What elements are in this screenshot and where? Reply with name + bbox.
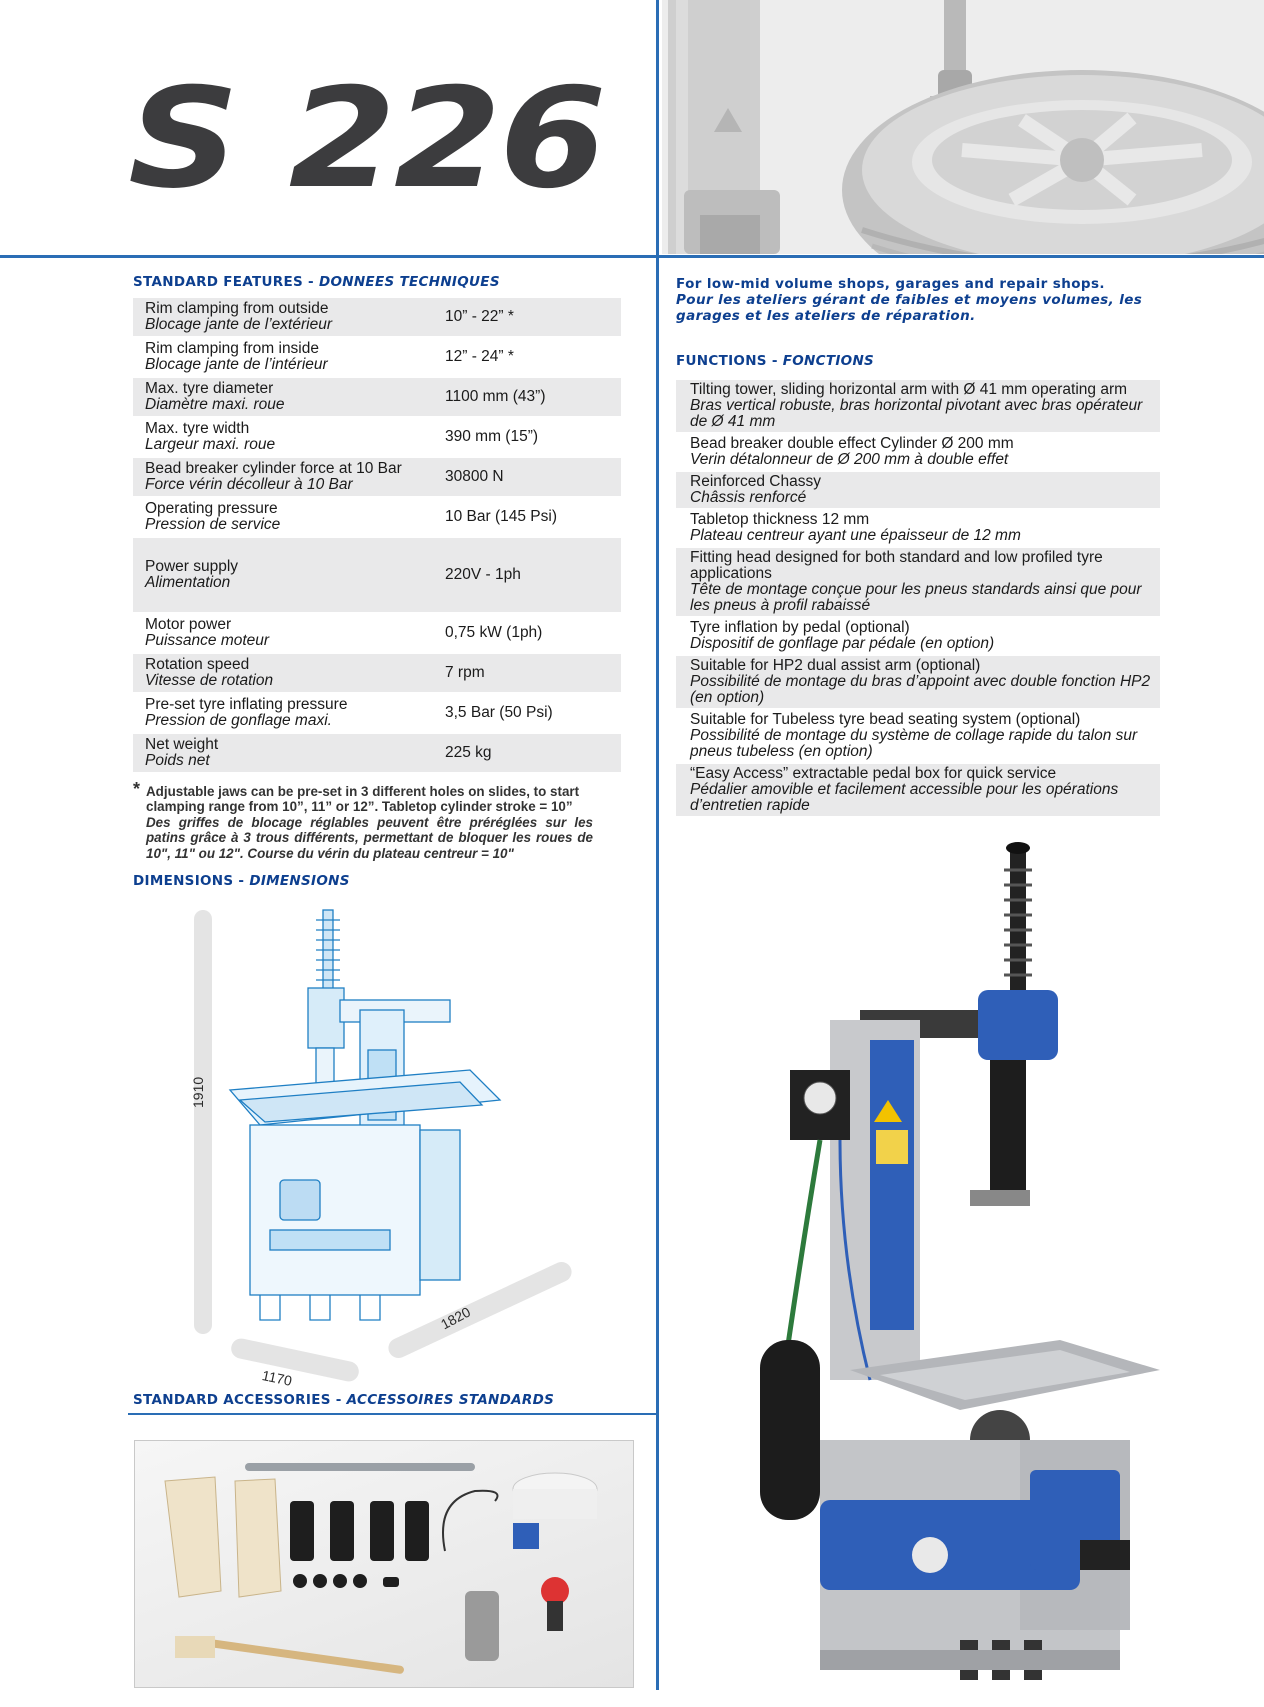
function-fr: Tête de montage conçue pour les pneus standards ainsi que pour les pneus à profil rabaissé (690, 581, 1142, 614)
dimensions-heading-fr: DIMENSIONS (249, 873, 350, 889)
functions-heading-en: FUNCTIONS - (676, 353, 783, 369)
dimensions-heading-en: DIMENSIONS - (133, 873, 250, 889)
table-row (133, 458, 621, 498)
row-label-fr: Poids net (145, 752, 210, 769)
dimensions-heading (133, 873, 350, 889)
row-label-en: Max. tyre diameter (145, 380, 274, 397)
table-row (133, 338, 621, 378)
row-value: 12” - 24” * (445, 348, 514, 365)
row-label-en: Motor power (145, 616, 232, 633)
function-en: Fitting head designed for both standard and low profiled tyre applications (690, 549, 1103, 582)
row-value: 1100 mm (43”) (445, 388, 546, 405)
row-value: 225 kg (445, 744, 492, 761)
function-en: Reinforced Chassy (690, 473, 821, 490)
row-value: 3,5 Bar (50 Psi) (445, 704, 553, 721)
table-row (133, 418, 621, 458)
row-label-en: Rim clamping from outside (145, 300, 329, 317)
row-label-fr: Diamètre maxi. roue (145, 396, 285, 413)
functions-heading-fr: FONCTIONS (782, 353, 875, 369)
row-label-fr: Pression de service (145, 516, 281, 533)
features-heading-en: STANDARD FEATURES - (133, 274, 319, 290)
function-en: Suitable for HP2 dual assist arm (optional) (690, 657, 981, 674)
table-row (133, 498, 621, 538)
row-label-fr: Force vérin décolleur à 10 Bar (145, 476, 353, 493)
column-divider (656, 0, 659, 1690)
accessories-heading-en: STANDARD ACCESSORIES - (133, 1392, 347, 1408)
row-value: 10 Bar (145 Psi) (445, 508, 557, 525)
function-fr: Châssis renforcé (690, 489, 807, 506)
row-value: 220V - 1ph (445, 566, 521, 583)
row-label-en: Operating pressure (145, 500, 278, 517)
function-fr: Possibilité de montage du système de collage rapide du talon sur pneus tubeless (en option) (690, 727, 1138, 760)
row-label-en: Rotation speed (145, 656, 250, 673)
functions-list (676, 380, 1160, 818)
function-en: “Easy Access” extractable pedal box for quick service (690, 765, 1057, 782)
footnote-en: Adjustable jaws can be pre-set in 3 different holes on slides, to start clamping range from 10”, 11” or 12”. Tabletop cylinder stroke = 10” (146, 784, 580, 815)
row-label-fr: Vitesse de rotation (145, 672, 274, 689)
width-dimension-label: 1170 (260, 1367, 294, 1389)
table-row (133, 378, 621, 418)
function-en: Tabletop thickness 12 mm (690, 511, 870, 528)
row-label-en: Bead breaker cylinder force at 10 Bar (145, 460, 402, 477)
features-footnote (133, 779, 593, 861)
footnote-star: * (133, 779, 141, 799)
function-en: Tyre inflation by pedal (optional) (690, 619, 910, 636)
row-label-en: Power supply (145, 558, 239, 575)
table-row (133, 654, 621, 694)
height-dimension-bar (194, 910, 212, 1334)
row-value: 30800 N (445, 468, 504, 485)
machine-photo (760, 840, 1220, 1690)
row-label-fr: Blocage jante de l’extérieur (145, 316, 332, 333)
function-fr: Plateau centreur ayant une épaisseur de 12 mm (690, 527, 1021, 544)
function-fr: Dispositif de gonflage par pédale (en option) (690, 635, 995, 652)
depth-dimension-label: 1820 (438, 1303, 474, 1333)
function-fr: Possibilité de montage du bras d’appoint avec double fonction HP2 (en option) (690, 673, 1151, 706)
features-heading (133, 274, 500, 290)
list-item (676, 548, 1160, 618)
row-label-en: Pre-set tyre inflating pressure (145, 696, 348, 713)
row-label-fr: Pression de gonflage maxi. (145, 712, 332, 729)
function-fr: Pédalier amovible et facilement accessible pour les opérations d’entretien rapide (690, 781, 1119, 814)
features-table (133, 298, 621, 774)
row-value: 10” - 22” * (445, 308, 514, 325)
product-title: S 226 (128, 58, 605, 219)
height-dimension-label: 1910 (190, 1076, 206, 1108)
list-item (676, 472, 1160, 510)
list-item (676, 618, 1160, 656)
row-label-fr: Blocage jante de l’intérieur (145, 356, 328, 373)
intro-text (676, 276, 1146, 324)
footnote-fr: Des griffes de blocage réglables peuvent être préréglées sur les patins grâce à 3 trous différents, permettant de bloquer les roues de 10", 11" ou 12". Course du vérin du plateau centreur = 10" (146, 814, 593, 861)
row-label-fr: Largeur maxi. roue (145, 436, 276, 453)
row-label-fr: Alimentation (145, 574, 231, 591)
accessories-divider (128, 1413, 658, 1415)
top-divider (0, 255, 1264, 258)
accessories-photo (134, 1440, 634, 1688)
list-item (676, 380, 1160, 434)
accessories-heading-fr: ACCESSOIRES STANDARDS (346, 1392, 555, 1408)
width-dimension-bar (229, 1337, 360, 1384)
row-label-en: Rim clamping from inside (145, 340, 319, 357)
intro-en: For low-mid volume shops, garages and repair shops. (676, 276, 1105, 292)
list-item (676, 510, 1160, 548)
list-item (676, 710, 1160, 764)
row-value: 390 mm (15”) (445, 428, 539, 445)
function-en: Suitable for Tubeless tyre bead seating system (optional) (690, 711, 1081, 728)
row-label-fr: Puissance moteur (145, 632, 270, 649)
row-value: 7 rpm (445, 664, 485, 681)
function-fr: Verin détalonneur de Ø 200 mm à double effet (690, 451, 1009, 468)
list-item (676, 434, 1160, 472)
features-heading-fr: DONNEES TECHNIQUES (318, 274, 500, 290)
row-label-en: Max. tyre width (145, 420, 250, 437)
function-fr: Bras vertical robuste, bras horizontal pivotant avec bras opérateur de Ø 41 mm (690, 397, 1143, 430)
intro-fr: Pour les ateliers gérant de faibles et moyens volumes, les garages et les ateliers de réparation. (676, 292, 1143, 324)
list-item (676, 764, 1160, 818)
hero-photo (662, 0, 1264, 254)
accessories-heading (133, 1392, 554, 1408)
row-value: 0,75 kW (1ph) (445, 624, 543, 641)
table-row (133, 538, 621, 614)
table-row (133, 298, 621, 338)
function-en: Bead breaker double effect Cylinder Ø 200 mm (690, 435, 1014, 452)
list-item (676, 656, 1160, 710)
row-label-en: Net weight (145, 736, 219, 753)
table-row (133, 614, 621, 654)
functions-heading (676, 353, 874, 369)
table-row (133, 694, 621, 734)
function-en: Tilting tower, sliding horizontal arm with Ø 41 mm operating arm (690, 381, 1128, 398)
table-row (133, 734, 621, 774)
